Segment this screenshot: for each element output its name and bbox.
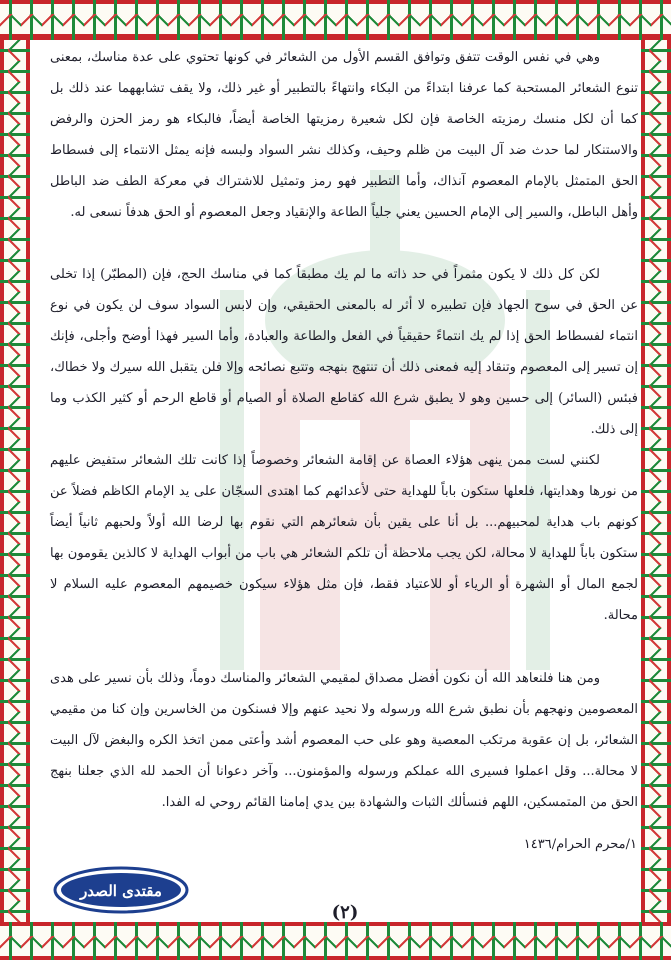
signature-seal-icon [52,866,190,914]
seal-text: مقتدى الصدر [80,882,162,900]
bottom-decorative-border [0,922,671,960]
left-decorative-border [0,40,30,922]
paragraph-2: لكن كل ذلك لا يكون مثمراً في حد ذاته ما لم يك مطبقاً كما في مناسك الحج، فإن (المطبّر) إذا تخلى عن الحق في سوح الجهاد فإن تطبيره لا أثر له بالمعنى الحقيقي، وإن لابس السواد سوف لن يكون في نوع انتماء لفسطاط الحق إذا لم يك انتماءً حقيقياً في الفعل والطاعة والعبادة، وأما السير فهذا أوضح وأجلى، فإنك إن تسير إلى المعصوم وتنقاد إليه فمعنى ذلك أن تنتهج بنهجه وتتبع نصائحه وإلا فلن يتقبل الله سيرك ولا خطاك، فبئس (السائر) إلى حسين وهو لا يطبق شرع الله كقاطع الصلاة أو الصيام أو قاطع الرحم أو كثير الكذب وما إلى ذلك. [50,267,638,437]
document-date: ١/محرم الحرام/١٤٣٦ [523,837,637,852]
paragraph-1: وهي في نفس الوقت تتفق وتوافق القسم الأول من الشعائر في كونها تحتوي على عدة مناسك، بمعنى تنوع الشعائر المستحبة كما عرفنا ابتداءً من البكاء وانتهاءً بالتطبير أو غير ذلك، ولا يقف تشابههما عند ذلك بل كما أن لكل منسك رمزيته الخاصة فإن لكل شعيرة رمزيتها الخاصة أيضاً، فالبكاء هو رمز الحزن والرفض والاستنكار لما حدث ضد آل البيت من ظلم وحيف، وكذلك نشر السواد ولبسه فإنه يمثل الانتماء إلى فسطاط الحق المتمثل بالإمام المعصوم آنذاك، وأما التطبير فهو رمز وتمثيل للاشتراك في معركة الطف ضد الباطل وأهل الباطل، والسير إلى الإمام الحسين يعني جلياً الطاعة والإنقياد وجعل المعصوم أو الحق هدفاً نسعى له. [50,50,638,220]
document-page [30,40,641,922]
top-decorative-border [0,0,671,40]
right-decorative-border [641,40,671,922]
paragraph-3: لكنني لست ممن ينهى هؤلاء العصاة عن إقامة الشعائر وخصوصاً إذا كانت تلك الشعائر ستفيض عليهم من نورها وهدايتها، فلعلها ستكون باباً للهداية حتى لأعدائهم كما اهتدى السجّان على يد الإمام الكاظم فضلاً عن كونهم باب هداية لمحبيهم... بل أنا على يقين بأن شعائرهم التي نقوم بها لرضا الله أولاً ولحبهم ثانياً أيضاً ستكون باباً للهداية لا محالة، لكن يجب ملاحظة أن تلكم الشعائر هي باب من أبواب الهداية لا كالذين يقومون بها لجمع المال أو الشهرة أو الرياء أو للاعتياد فقط، فإن مثل هؤلاء سيكون خصيمهم المعصوم عليه السلام لا محالة. [50,453,638,623]
page-number: (٢) [331,902,359,923]
paragraph-4: ومن هنا فلنعاهد الله أن نكون أفضل مصداق لمقيمي الشعائر والمناسك دوماً، وذلك بأن نسير على هدى المعصومين ونهجهم بأن نطبق شرع الله ورسوله ولا نحيد عنهم وإلا فسنكون من الخاسرين وإن كنا من مقيمي الشعائر، بل إن عقوبة مرتكب المعصية وهو على حب المعصوم أشد وأعتى ممن اتخذ الكره والبغض لآل البيت لا محالة... وقل اعملوا فسيرى الله عملكم ورسوله والمؤمنون... وآخر دعوانا أن الحمد لله الذي جعلنا بنهج الحق من المتمسكين، اللهم فنسألك الثبات والشهادة بين يدي إمامنا القائم روحي له الفدا. [50,671,638,810]
